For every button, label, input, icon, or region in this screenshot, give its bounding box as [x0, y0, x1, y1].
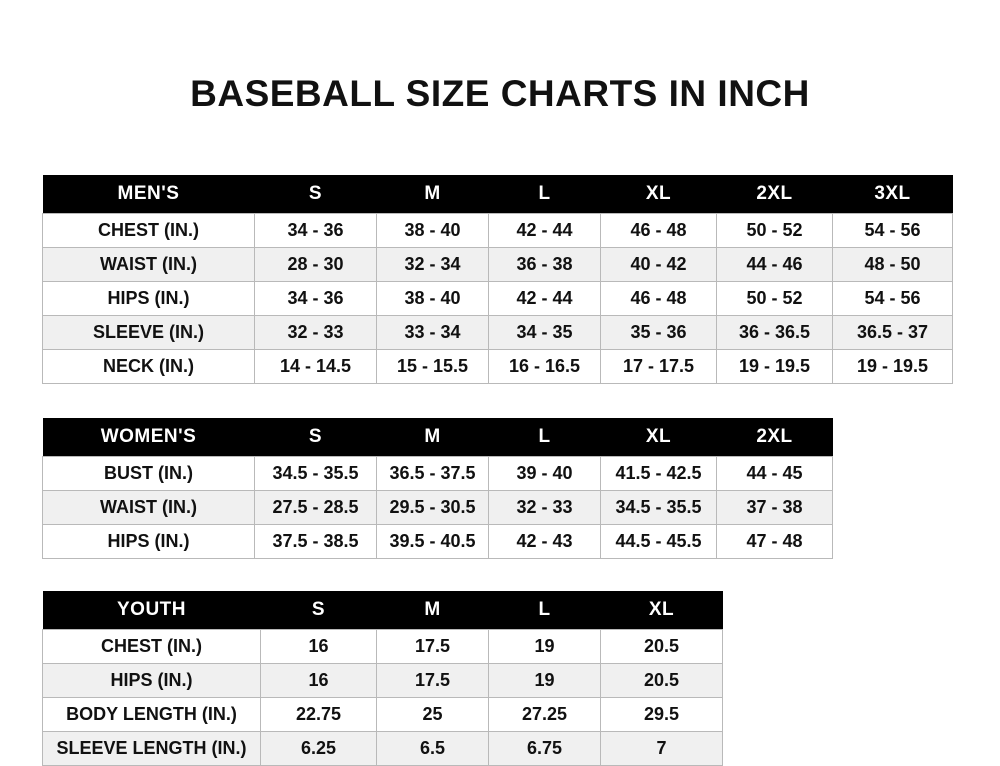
cell: 32 - 33: [255, 315, 377, 349]
cell: 40 - 42: [601, 247, 717, 281]
cell: 28 - 30: [255, 247, 377, 281]
cell: 19 - 19.5: [833, 349, 953, 383]
cell: 36 - 38: [489, 247, 601, 281]
cell: 39.5 - 40.5: [377, 524, 489, 558]
cell: 32 - 33: [489, 490, 601, 524]
cell: 44 - 45: [717, 456, 833, 490]
col-header-2xl: 2XL: [717, 418, 833, 457]
cell: 38 - 40: [377, 281, 489, 315]
cell: 32 - 34: [377, 247, 489, 281]
cell: 16: [261, 629, 377, 663]
table-row: [43, 731, 723, 765]
cell: 44.5 - 45.5: [601, 524, 717, 558]
cell: 50 - 52: [717, 213, 833, 247]
cell: 29.5 - 30.5: [377, 490, 489, 524]
cell: 17.5: [377, 629, 489, 663]
cell: 42 - 44: [489, 213, 601, 247]
table-row: [43, 663, 723, 697]
cell: 17 - 17.5: [601, 349, 717, 383]
cell: 19: [489, 663, 601, 697]
table-row: [43, 213, 953, 247]
row-label: HIPS (IN.): [43, 281, 255, 315]
col-header-xl: XL: [601, 418, 717, 457]
cell: 27.25: [489, 697, 601, 731]
cell: 19: [489, 629, 601, 663]
table-row: [43, 490, 833, 524]
col-header-l: L: [489, 418, 601, 457]
cell: 42 - 43: [489, 524, 601, 558]
table-row: [43, 629, 723, 663]
mens-size-table: [42, 175, 953, 384]
cell: 34 - 35: [489, 315, 601, 349]
row-label: BUST (IN.): [43, 456, 255, 490]
table-header-row: [43, 591, 723, 630]
col-header-s: S: [261, 591, 377, 630]
cell: 34.5 - 35.5: [255, 456, 377, 490]
cell: 34 - 36: [255, 213, 377, 247]
table-row: [43, 349, 953, 383]
cell: 20.5: [601, 629, 723, 663]
cell: 54 - 56: [833, 213, 953, 247]
table-row: [43, 697, 723, 731]
row-label: SLEEVE (IN.): [43, 315, 255, 349]
row-label: CHEST (IN.): [43, 629, 261, 663]
col-header-l: L: [489, 591, 601, 630]
cell: 37.5 - 38.5: [255, 524, 377, 558]
table-row: [43, 247, 953, 281]
table-header-row: [43, 418, 833, 457]
cell: 27.5 - 28.5: [255, 490, 377, 524]
col-header-m: M: [377, 418, 489, 457]
table-row: [43, 315, 953, 349]
cell: 16: [261, 663, 377, 697]
cell: 46 - 48: [601, 281, 717, 315]
cell: 41.5 - 42.5: [601, 456, 717, 490]
col-header-category: YOUTH: [43, 591, 261, 630]
col-header-category: WOMEN'S: [43, 418, 255, 457]
table-row: [43, 456, 833, 490]
col-header-s: S: [255, 418, 377, 457]
col-header-3xl: 3XL: [833, 175, 953, 214]
col-header-l: L: [489, 175, 601, 214]
cell: 36 - 36.5: [717, 315, 833, 349]
row-label: HIPS (IN.): [43, 524, 255, 558]
cell: 39 - 40: [489, 456, 601, 490]
size-tables-container: [0, 175, 1000, 766]
row-label: NECK (IN.): [43, 349, 255, 383]
col-header-m: M: [377, 591, 489, 630]
cell: 50 - 52: [717, 281, 833, 315]
cell: 33 - 34: [377, 315, 489, 349]
row-label: WAIST (IN.): [43, 247, 255, 281]
cell: 29.5: [601, 697, 723, 731]
cell: 25: [377, 697, 489, 731]
row-label: BODY LENGTH (IN.): [43, 697, 261, 731]
table-spacer: [42, 559, 958, 591]
col-header-xl: XL: [601, 591, 723, 630]
cell: 17.5: [377, 663, 489, 697]
cell: 42 - 44: [489, 281, 601, 315]
cell: 35 - 36: [601, 315, 717, 349]
col-header-2xl: 2XL: [717, 175, 833, 214]
cell: 6.75: [489, 731, 601, 765]
cell: 15 - 15.5: [377, 349, 489, 383]
cell: 6.5: [377, 731, 489, 765]
cell: 7: [601, 731, 723, 765]
cell: 16 - 16.5: [489, 349, 601, 383]
col-header-category: MEN'S: [43, 175, 255, 214]
cell: 6.25: [261, 731, 377, 765]
table-header-row: [43, 175, 953, 214]
youth-size-table: [42, 591, 723, 766]
row-label: CHEST (IN.): [43, 213, 255, 247]
cell: 47 - 48: [717, 524, 833, 558]
cell: 38 - 40: [377, 213, 489, 247]
col-header-xl: XL: [601, 175, 717, 214]
row-label: SLEEVE LENGTH (IN.): [43, 731, 261, 765]
col-header-s: S: [255, 175, 377, 214]
cell: 54 - 56: [833, 281, 953, 315]
cell: 34.5 - 35.5: [601, 490, 717, 524]
cell: 46 - 48: [601, 213, 717, 247]
row-label: WAIST (IN.): [43, 490, 255, 524]
cell: 19 - 19.5: [717, 349, 833, 383]
table-row: [43, 524, 833, 558]
page-title: BASEBALL SIZE CHARTS IN INCH: [190, 73, 810, 114]
col-header-m: M: [377, 175, 489, 214]
table-row: [43, 281, 953, 315]
cell: 14 - 14.5: [255, 349, 377, 383]
cell: 44 - 46: [717, 247, 833, 281]
cell: 22.75: [261, 697, 377, 731]
row-label: HIPS (IN.): [43, 663, 261, 697]
cell: 36.5 - 37: [833, 315, 953, 349]
table-spacer: [42, 384, 958, 418]
cell: 37 - 38: [717, 490, 833, 524]
cell: 34 - 36: [255, 281, 377, 315]
cell: 36.5 - 37.5: [377, 456, 489, 490]
womens-size-table: [42, 418, 833, 559]
cell: 48 - 50: [833, 247, 953, 281]
cell: 20.5: [601, 663, 723, 697]
